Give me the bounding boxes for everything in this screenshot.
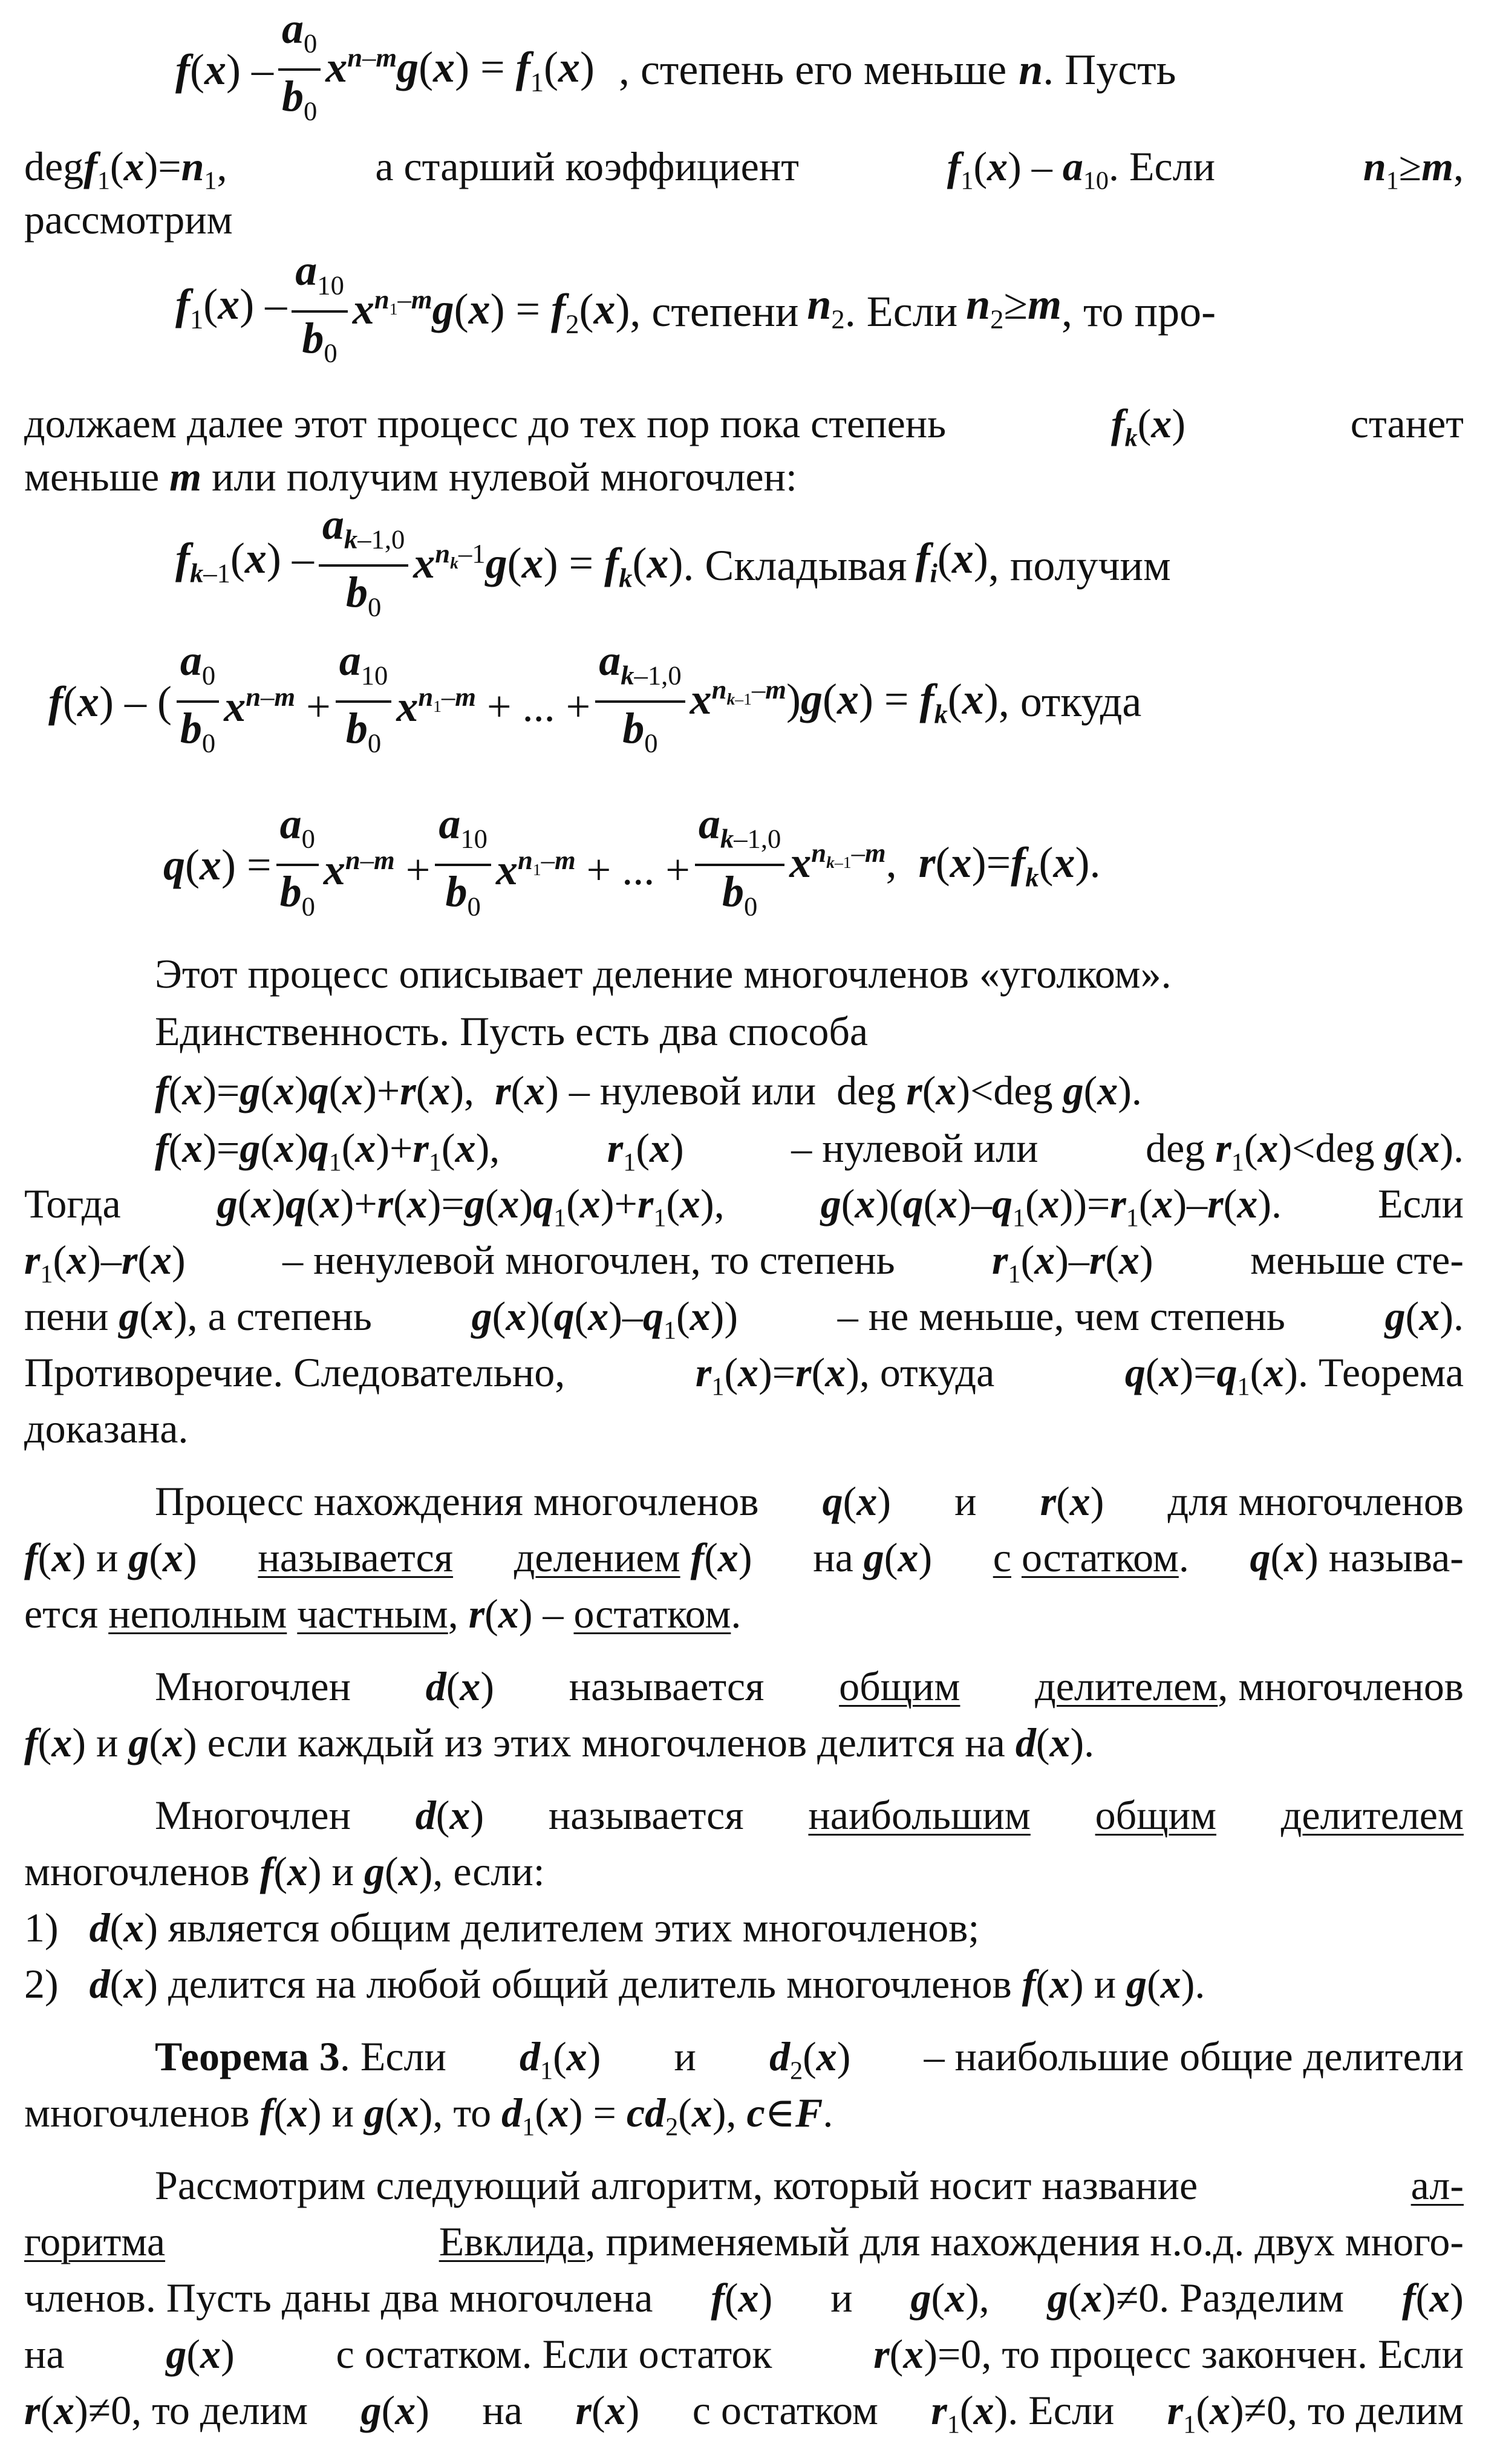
text: deg (1315, 1125, 1375, 1171)
text: , то процесс закончен. Если (981, 2331, 1464, 2377)
text-line-6: меньше m или получим нулевой многочлен: (24, 454, 797, 500)
text: Евклида (439, 2218, 585, 2264)
text: . Складывая (683, 541, 907, 590)
text: . Если (1008, 2387, 1115, 2433)
text-line-19: Процесс нахождения многочленов q(x) и r(x) для многочленов (155, 1478, 1464, 1524)
text-line-34: r(x)≠0, то делим g(x) на r(x) с остатком $r_1(x)$. Если $r_1(x)\ne 0$, то делим (24, 2386, 1464, 2449)
text: , то (432, 2090, 492, 2136)
text-line-18: доказана. (24, 1406, 189, 1452)
equation-line-4: $f_1(x)$ – $a_{10}$ $b_0$ $x^{n_1-m}g(x) = f_2(x)$ , степени $n_2$ . Если $n_2\ge m$ , то про- (175, 246, 1216, 368)
text: с остатком. Если остаток (336, 2331, 772, 2377)
text-line-30 (155, 2161, 1464, 2209)
text: . Если (339, 2033, 446, 2079)
text: и (331, 1848, 354, 1894)
text: , а степень (187, 1293, 372, 1339)
text: deg (836, 1067, 896, 1113)
text: и (96, 1534, 119, 1580)
equation-line-7: $f_{k-1}(x)$ – $a_{k-1,0}$ $b_0$ $x^{n_k-1}g(x) = f_k(x)$ . Складывая $f_i(x)$ , получим (175, 500, 1171, 622)
text: и (331, 2090, 354, 2136)
text-line-29: многочленов f(x) и g(x), то $d_1(x) = cd_2(x)$, c∈F. (24, 2090, 833, 2142)
text-line-11: Единственность. Пусть есть два способа (155, 1008, 869, 1054)
text-line-24: Многочлен d(x) называется наибольшим общим делителем (155, 1792, 1464, 1838)
text: делителем (1035, 1663, 1218, 1709)
text: Многочлен (155, 1663, 351, 1709)
text: , применяемый для нахождения н.о.д. двух много- (585, 2218, 1464, 2264)
text: Противоречие. Следовательно, (24, 1349, 566, 1395)
theorem-3-line: Теорема 3. Если $d_1(x)$ и $d_2(x)$ – наибольшие общие делители (155, 2032, 1464, 2096)
text: и (674, 2033, 696, 2079)
text: с (993, 1534, 1011, 1580)
text: и (96, 1719, 119, 1765)
text-line-21: ется неполным частным, r(x) – остатком. (24, 1591, 742, 1637)
text: , то про- (1061, 287, 1216, 336)
text: если каждый из этих многочленов делится на (207, 1719, 1005, 1765)
text: называется (569, 1663, 765, 1709)
text-line-16: пени g(x), а степень $g(x)(q(x)-q_1(x))$ – не меньше, чем степень g(x). (24, 1292, 1464, 1355)
text: меньше (24, 454, 160, 500)
text: многочленов (24, 1848, 250, 1894)
text: , откуда (859, 1349, 995, 1395)
text: ал- (1410, 2162, 1464, 2208)
text-line-31 (24, 2217, 1464, 2266)
text-line-2: $degf_1(x)=n_1$, а старший коэффициент $f_1(x) - a_{10}$. Если $n_1\ge m$, (24, 142, 1464, 206)
text: называ- (1328, 1534, 1464, 1580)
text: , то делим (131, 2387, 308, 2433)
text: ется (24, 1591, 99, 1637)
text: является общим делителем этих многочленов; (168, 1905, 980, 1951)
text: или получим нулевой многочлен: (212, 454, 797, 500)
text: , степень его меньше (618, 45, 1007, 94)
text: остатком (1021, 1534, 1179, 1580)
text-line-32: членов. Пусть даны два многочлена f(x) и g(x), g(x)≠0. Разделим f(x) (24, 2275, 1464, 2321)
text: , степени (630, 287, 799, 336)
text: и (954, 1478, 977, 1524)
theorem-label: Теорема 3 (155, 2033, 340, 2079)
list-item-2: 2) d(x) делится на любой общий делитель многочленов f(x) и g(x). (24, 1961, 1205, 2007)
text-line-15: $r_1(x)-r(x)$ – ненулевой многочлен, то степень $r_1(x)-r(x)$ меньше сте- (24, 1236, 1464, 1299)
text: на (482, 2387, 523, 2433)
text: Если (1377, 1181, 1464, 1227)
text: , многочленов (1218, 1663, 1464, 1709)
text: . Теорема (1297, 1349, 1464, 1395)
text: – наибольшие общие делители (924, 2033, 1464, 2079)
text: , получим (988, 541, 1171, 590)
text-line-14: Тогда $g(x)q(x)+r(x)=g(x)q_1(x)+r_1(x)$, $g(x)(q(x)-q_1(x))=r_1(x)-r(x)$. Если (24, 1179, 1464, 1243)
text: членов. Пусть даны два многочлена (24, 2275, 653, 2321)
text: станет (1350, 400, 1464, 446)
list-item-1: 1) d(x) является общим делителем этих многочленов; (24, 1905, 980, 1951)
text: а старший коэффициент (375, 143, 799, 189)
text: многочленов (24, 2090, 250, 2136)
text: делителем (1280, 1792, 1464, 1838)
equation-line-9: q(x) = $\frac{a_0}{b_0}$ $x^{n-m}$ + $\frac{a_{10}}{b_0}$ $x^{n_1-m}$ + ... + $\frac{a_{k-1,0}}{b_0}$ $x^{n_{k-1}-m}$, $r(x)=f_k(x)$. (163, 799, 1101, 922)
text-line-12: f(x)=g(x)q(x)+r(x), r(x) – нулевой или deg r(x)<deg g(x). (155, 1067, 1142, 1113)
text-line-3: рассмотрим (24, 197, 233, 243)
text-line-13: $f(x)=g(x)q_1(x)+r_1(x)$, $r_1(x)$ – нулевой или deg $r_1(x)<deg$ g(x). (155, 1124, 1464, 1187)
text: Рассмотрим следующий алгоритм, который носит название (155, 2162, 1198, 2208)
text: делится на любой общий делитель многочленов (168, 1961, 1012, 2007)
text: и (830, 2275, 853, 2321)
text: называется (548, 1792, 744, 1838)
text: должаем далее этот процесс до тех пор пока степень (24, 400, 947, 446)
equation-line-8: f(x) – ( $a_0$ $b_0$ $x^{n-m}$ + $\frac{a_{10}}{b_0}$ $x^{n_1-m}$ + ... + $\frac{a_{k-1,0}}{b_0}$ $x^{n_{k-1}-m})g(x) = f_k(x)$ , откуда (48, 636, 1142, 758)
text: Многочлен (155, 1792, 351, 1838)
text: общим (1095, 1792, 1216, 1838)
text: Тогда (24, 1181, 121, 1227)
text: – нулевой или (791, 1125, 1039, 1171)
text: deg (993, 1067, 1053, 1113)
text: Процесс нахождения многочленов (155, 1478, 759, 1524)
text-line-10: Этот процесс описывает деление многочленов «уголком». (155, 951, 1172, 997)
text: горитма (24, 2218, 166, 2264)
text: общим (839, 1663, 960, 1709)
text: называется (258, 1534, 454, 1580)
text-line-17: Противоречие. Следовательно, $r_1(x)=r(x)$, откуда $q(x)=q_1(x)$. Теорема (24, 1348, 1464, 1412)
text-line-33: на g(x) с остатком. Если остаток r(x)=0, то процесс закончен. Если (24, 2331, 1464, 2377)
text: – нулевой или (569, 1067, 817, 1113)
text: частным (297, 1591, 448, 1637)
text: . Если (1108, 143, 1216, 189)
text: 2) (24, 1961, 59, 2007)
text: , откуда (998, 677, 1142, 726)
text: – ненулевой многочлен, то степень (282, 1237, 895, 1283)
text: неполным (108, 1591, 287, 1637)
text: с остатком (692, 2387, 878, 2433)
text-line-25: многочленов f(x) и g(x), если: (24, 1848, 545, 1894)
text-line-22: Многочлен d(x) называется общим делителем, многочленов (155, 1663, 1464, 1709)
text-line-5: должаем далее этот процесс до тех пор пока степень $f_k(x)$ станет (24, 399, 1464, 463)
equation-line-1: f(x) – $a_0$ $b_0$ $x^{n-m}g(x) = f_1(x)$ , степень его меньше n . Пусть (175, 4, 1176, 126)
text: deg (24, 143, 84, 189)
text: наибольшим (808, 1792, 1031, 1838)
text: остатком (573, 1591, 731, 1637)
text: делением (514, 1534, 680, 1580)
text: . Разделим (1159, 2275, 1345, 2321)
text: и (1094, 1961, 1117, 2007)
text-line-20: f(x) и g(x) называется делением f(x) на g(x) с остатком. q(x) называ- (24, 1534, 1464, 1580)
text: на (24, 2331, 65, 2377)
text: deg (1146, 1125, 1205, 1171)
text: 1) (24, 1905, 59, 1951)
text: , если: (432, 1848, 545, 1894)
text-line-23: f(x) и g(x) если каждый из этих многочленов делится на d(x). (24, 1719, 1095, 1765)
text: , то делим (1286, 2387, 1464, 2433)
text: для многочленов (1167, 1478, 1464, 1524)
text: на (813, 1534, 853, 1580)
text: – не меньше, чем степень (837, 1293, 1285, 1339)
text: пени (24, 1293, 109, 1339)
text: . Если (844, 287, 958, 336)
text: . Пусть (1043, 45, 1176, 94)
text: меньше сте- (1250, 1237, 1464, 1283)
